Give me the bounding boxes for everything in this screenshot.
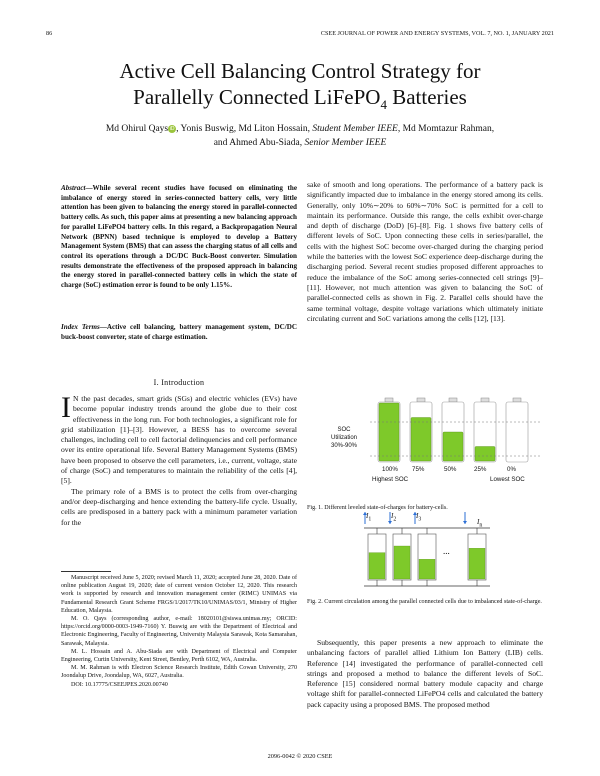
fig2-cell-fill [469, 548, 485, 579]
section-heading: I. Introduction [153, 378, 205, 387]
fig2-arrow-head [463, 521, 467, 524]
fig2-cell-fill [394, 546, 410, 579]
footnote-rule [61, 571, 111, 572]
copyright-footer: 2096-0042 © 2020 CSEE [267, 753, 333, 760]
title-line-1: Active Cell Balancing Control Strategy for [119, 59, 481, 83]
battery-fill [411, 418, 431, 462]
fig2-current-label: $I_1$ [366, 512, 372, 523]
orcid-icon[interactable]: iD [169, 126, 175, 132]
doi: DOI: 10.17775/CSEEJPES.2020.00740 [71, 681, 168, 688]
battery-body [506, 402, 528, 462]
fig1-util-label: Utilization [330, 435, 357, 441]
fig1-highest-label: Highest SOC [372, 476, 409, 483]
fig2-current-label: $I_2$ [391, 512, 397, 523]
fig1-lowest-label: Lowest SOC [490, 476, 525, 483]
battery-terminal [513, 398, 521, 402]
fig2-current-label: $I_n$ [477, 518, 483, 529]
battery-fill [443, 432, 463, 461]
footnote: M. L. Hossain and A. Abu-Siada are with Department of Electrical and Computer Engineering, Curtin University, Kent Street, Bentley, Perth 6102, WA, Australia. [61, 648, 297, 664]
journal-header: CSEE JOURNAL OF POWER AND ENERGY SYSTEMS, VOL. 7, NO. 1, JANUARY 2021 [320, 30, 554, 37]
fig2-cell-fill [419, 559, 435, 579]
fig1-soc-label: SOC [337, 427, 351, 433]
battery-terminal [481, 398, 489, 402]
fig1-percent: 0% [507, 466, 516, 473]
battery-fill [379, 403, 399, 461]
fig1-percent: 50% [444, 466, 457, 473]
drop-cap: I [61, 391, 71, 424]
figure-2 [360, 508, 500, 593]
fig2-current-label: $I_3$ [416, 512, 422, 523]
index-terms: Index Terms—Active cell balancing, battery management system, DC/DC buck-boost converter, state of charge estimation. [61, 323, 297, 341]
fig1-caption: Fig. 1. Different leveled state-of-charges for battery-cells. [307, 505, 448, 511]
battery-terminal [417, 398, 425, 402]
fig2-cell-fill [369, 553, 385, 579]
footnote: M. M. Rahman is with Electron Science Research Institute, Edith Cowan University, 270 Joondalup Drive, Joondalup, WA, 6027, Australia. [61, 665, 297, 680]
fig2-caption: Fig. 2. Current circulation among the parallel connected cells due to imbalanced state-of-charge. [307, 599, 542, 605]
battery-terminal [385, 398, 393, 402]
fig1-range-label: 30%-90% [330, 443, 357, 449]
author-list: Md Ohirul Qays iD , Yonis Buswig, Md Liton Hossain, Student Member IEEE, Md Momtazur Rahman, and Ahmed Abu-Siada, Senior Member IEEE [105, 124, 495, 148]
fig1-percent: 100% [382, 466, 398, 473]
figure-1 [310, 388, 540, 498]
battery-fill [475, 447, 495, 462]
abstract: Abstract—While several recent studies have focused on eliminating the imbalance of energy stored in series-connected battery cells, very little attention has been given to balancing the energy stored in parallel-connected battery cells. As such, this paper aims at presenting a new balancing approach for parallel LiFePO4 battery cells. In this regard, a Backpropagation Neural Network (BPNN) based technique is employed to develop a Battery Management System (BMS) that can assess the charging status of all cells and control its operations through a DC/DC Buck-Boost converter. Simulation results demonstrate the effectiveness of the proposed approach in balancing the energy stored in parallel-connected battery cells in which the state of charge (SoC) estimation error is found to be only 1.15%. [61, 184, 297, 290]
fig1-percent: 75% [412, 466, 425, 473]
battery-terminal [449, 398, 457, 402]
footnote: M. O. Qays (corresponding author, e-mail: 18020101@siswa.unimas.my; ORCID: https://orcid.org/0000-0003-1949-7160) Y. Buswig are with the Department of Electrical and Electronic Engineering, Faculty of Engineering, University Malaysia Sarawak, Kota Samarahan, Sarawak, Malaysia. [61, 616, 297, 647]
right-column-text: sake of smooth and long operations. The performance of a battery pack is significantly impacted due to imbalance in the energy stored among its cells. Generally, only 10%∼20% to 60%∼70% SoC is permitted for a cell to maintain its performance. Outside this range, the cells exhibit over-charge and depth of discharge (DoD) [6]–[8]. Fig. 1 shows five battery cells of different levels of SoC. Upon connecting these cells in series/parallel, the cells with the highest SoC become over-charged during the charging period while the batteries with the lowest SoC experience deep-discharge during the discharging period. Several recent studies proposed different approaches to reduce the imbalance of the SoC among series-connected cell strings [9]–[11]. However, not much attention was given to balancing the SoC of parallel-connected cells as shown in Fig. 2. Parallel cells should have the same terminal voltage, despite voltage variations which ultimately initiate circulating current and SoC variations among the cells [12], [13]. [307, 180, 543, 323]
title-line-2: Parallelly Connected LiFePO$_4$ Batteries [133, 85, 467, 113]
right-column-text-2: Subsequently, this paper presents a new approach to eliminate the unbalancing factors of parallel allied Lithium Ion Battery (LIB) cells. Reference [14] investigated the performance of parallel-connected cell strings and proposed a method to balance the different levels of SoC. Reference [15] considered normal battery module capacity and charge voltage shift for parallel-connected LiFePO4 cells and calculated the battery pack capacity using a proposed BMS. The proposed method [307, 638, 543, 709]
paper-title [0, 58, 600, 118]
fig1-percent: 25% [474, 466, 487, 473]
page-number: 86 [46, 30, 53, 37]
fig2-ellipsis: ... [443, 546, 450, 556]
footnote: Manuscript received June 5, 2020; revised March 11, 2020; accepted June 28, 2020. Date of online publication August 19, 2020; date of current version October 12, 2020. This research work is supported by research and innovation management center (RIMC) UNIMAS via Fundamental Research Grant Scheme FRGS/1/2017/TK10/UNIMAS/03/1, Ministry of Higher Education, Malaysia. [61, 575, 297, 614]
introduction-text: I N the past decades, smart grids (SGs) and electric vehicles (EVs) have become popular industry trends around the globe due to their cost effectiveness in the long run. For both technologies, a significant role for grid stabilization [1]–[3]. However, a BESS has to overcome several challenges, including cell to cell factorial delinquencies and cell performance over its entire operational life. Several Battery Management Systems (BMS) have been proposed to observe the cell parameters, i.e., current, voltage, state of charge (SoC) and temperatures to maintain the reliability of the cells [4], [5]. The primary role of a BMS is to protect the cells from over-charging and/or deep-discharging and hence extending the battery-life cycle. Usually, cells are predisposed in a battery pack with a minimum parameter variation for the [61, 391, 297, 527]
footnotes [61, 574, 297, 689]
